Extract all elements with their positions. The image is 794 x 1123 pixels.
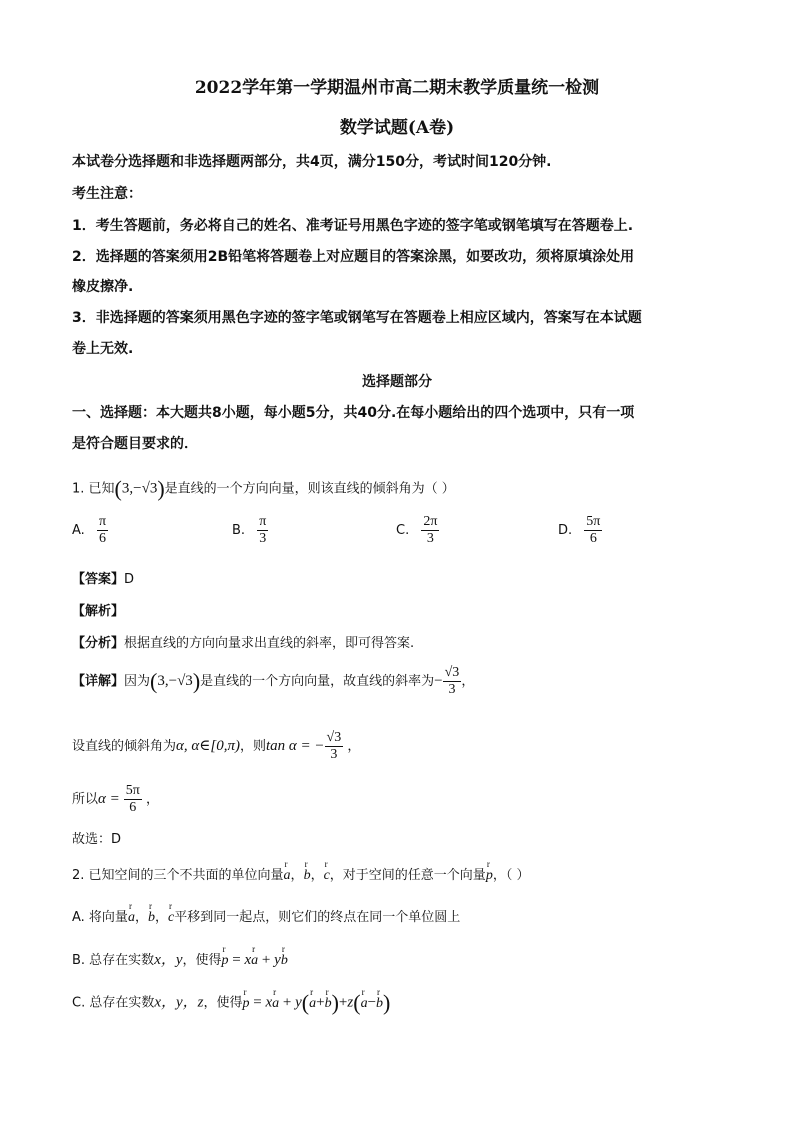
so-num: 5π <box>125 783 140 798</box>
q1-direction-vector: 3,−√3 <box>121 480 158 497</box>
fraction-den: 6 <box>98 531 106 546</box>
rule-2-line-a: 2．选择题的答案须用2B铅笔将答题卷上对应题目的答案涂黑，如要改功，须将原填涂处用 <box>72 249 635 265</box>
q2-option-b-text-a: B. 总存在实数 <box>72 953 155 968</box>
fraction-num: π <box>259 514 267 529</box>
q1-xiangjie: 【详解】因为(3,−√3)是直线的一个方向向量，故直线的斜率为− $\frac{√3}{3}$ ， <box>72 665 475 697</box>
q1-option-c <box>396 514 439 547</box>
so-text: 所以 <box>72 792 99 807</box>
q2-option-b-vars: x，y <box>154 952 183 968</box>
q1-so: 所以α = $\frac{5\pi}{6}$ ， <box>72 783 159 815</box>
fenxi-text: 根据直线的方向向量求出直线的斜率，即可得答案. <box>124 636 415 651</box>
q1-option-a <box>72 514 108 547</box>
slope-num: √3 <box>444 665 460 680</box>
question-1-stem: 1. 已知(3,−√3)是直线的一个方向向量，则该直线的倾斜角为（ ） <box>72 476 455 501</box>
section-heading-b: 是符合题目要求的． <box>72 436 198 452</box>
q1-line-set: 设直线的倾斜角为α, α∈[0,π)，则tan α = − $\frac{√3}{3}$ ， <box>72 730 361 762</box>
fraction-den: 3 <box>426 531 434 546</box>
option-label: C. <box>396 523 410 538</box>
q1-answer <box>72 568 134 587</box>
slope-den: 3 <box>448 682 456 697</box>
q2-option-a-text-b: 平移到同一起点，则它们的终点在同一个单位圆上 <box>174 910 461 925</box>
so-den: 6 <box>129 800 137 815</box>
q2-option-a-text-a: A. 将向量 <box>72 910 128 925</box>
rule-2-line-b: 橡皮擦净. <box>72 279 134 295</box>
fraction-den: 6 <box>589 531 597 546</box>
q1-prefix: 1. 已知 <box>72 481 115 497</box>
q1-option-d <box>558 514 602 547</box>
xiangjie-tag: 【详解】 <box>72 674 125 689</box>
q2-option-b-text-b: ，使得 <box>182 953 222 968</box>
line-set-text-b: ，则 <box>239 739 266 754</box>
page-title: 2022学年第一学期温州市高二期末教学质量统一检测 <box>194 78 600 98</box>
question-2-stem: 2. 已知空间的三个不共面的单位向量r a，r b，r c，对于空间的任意一个向量r p，（ ） <box>72 864 529 884</box>
option-label: B. <box>232 523 246 538</box>
line-set-text-a: 设直线的倾斜角为 <box>72 739 177 754</box>
q1-option-b <box>232 514 268 547</box>
fenxi-tag: 【分析】 <box>72 636 125 651</box>
xiangjie-text-a: 因为 <box>124 674 151 689</box>
option-label: A. <box>72 523 85 538</box>
rule-3-line-b: 卷上无效. <box>72 341 134 357</box>
so-expression: α = <box>98 791 120 807</box>
fraction-den: 3 <box>259 531 267 546</box>
q2-option-a: A. 将向量r a，r b，r c平移到同一起点，则它们的终点在同一个单位圆上 <box>72 906 460 926</box>
q2-option-c: C. 总存在实数x，y，z，使得r p = xr a + y(r a+r b)+z(r a−r b) <box>72 990 390 1016</box>
rule-1: 1．考生答题前，务必将自己的姓名、准考证号用黑色字迹的签字笔或钢笔填写在答题卷上. <box>72 218 634 234</box>
answer-value: D <box>124 572 135 587</box>
section-heading-a: 一、选择题：本大题共8小题，每小题5分，共40分.在每小题给出的四个选项中，只有一项 <box>72 405 635 421</box>
notice-title: 考生注意： <box>72 186 142 202</box>
alpha-range: α, α∈[0,π) <box>176 738 240 754</box>
option-label: D. <box>558 523 573 538</box>
xiangjie-text-b: 是直线的一个方向向量，故直线的斜率为 <box>200 674 435 689</box>
q2-stem-c: ，（ ） <box>492 868 530 883</box>
answer-tag: 【答案】 <box>72 572 125 587</box>
tan-num: √3 <box>326 730 342 745</box>
q1-suffix: 是直线的一个方向向量，则该直线的倾斜角为（ ） <box>164 481 455 497</box>
q2-option-c-text-b: ，使得 <box>203 995 243 1011</box>
q2-option-c-vars: x，y，z <box>154 994 204 1011</box>
q2-stem-a: 2. 已知空间的三个不共面的单位向量 <box>72 868 284 883</box>
tan-expression: tan α = − <box>265 738 325 754</box>
page-subtitle: 数学试题(A卷) <box>339 118 455 138</box>
q1-fenxi <box>72 632 414 651</box>
fraction-num: 2π <box>423 514 438 529</box>
q2-stem-b: ，对于空间的任意一个向量 <box>329 868 486 883</box>
q2-option-c-text-a: C. 总存在实数 <box>72 995 155 1011</box>
q2-option-b: B. 总存在实数x，y，使得r p = xr a + yr b <box>72 948 288 969</box>
fraction-num: 5π <box>586 514 601 529</box>
analysis-tag: 【解析】 <box>72 604 125 619</box>
section-name: 选择题部分 <box>362 374 432 390</box>
q1-choose: 故选：D <box>72 832 122 847</box>
rule-3-line-a: 3．非选择题的答案须用黑色字迹的签字笔或钢笔写在答题卷上相应区域内，答案写在本试题 <box>72 310 642 326</box>
xiangjie-vector: 3,−√3 <box>157 673 193 689</box>
fraction-num: π <box>98 514 107 529</box>
intro-line: 本试卷分选择题和非选择题两部分，共4页，满分150分，考试时间120分钟. <box>72 154 552 170</box>
tan-den: 3 <box>330 747 338 762</box>
